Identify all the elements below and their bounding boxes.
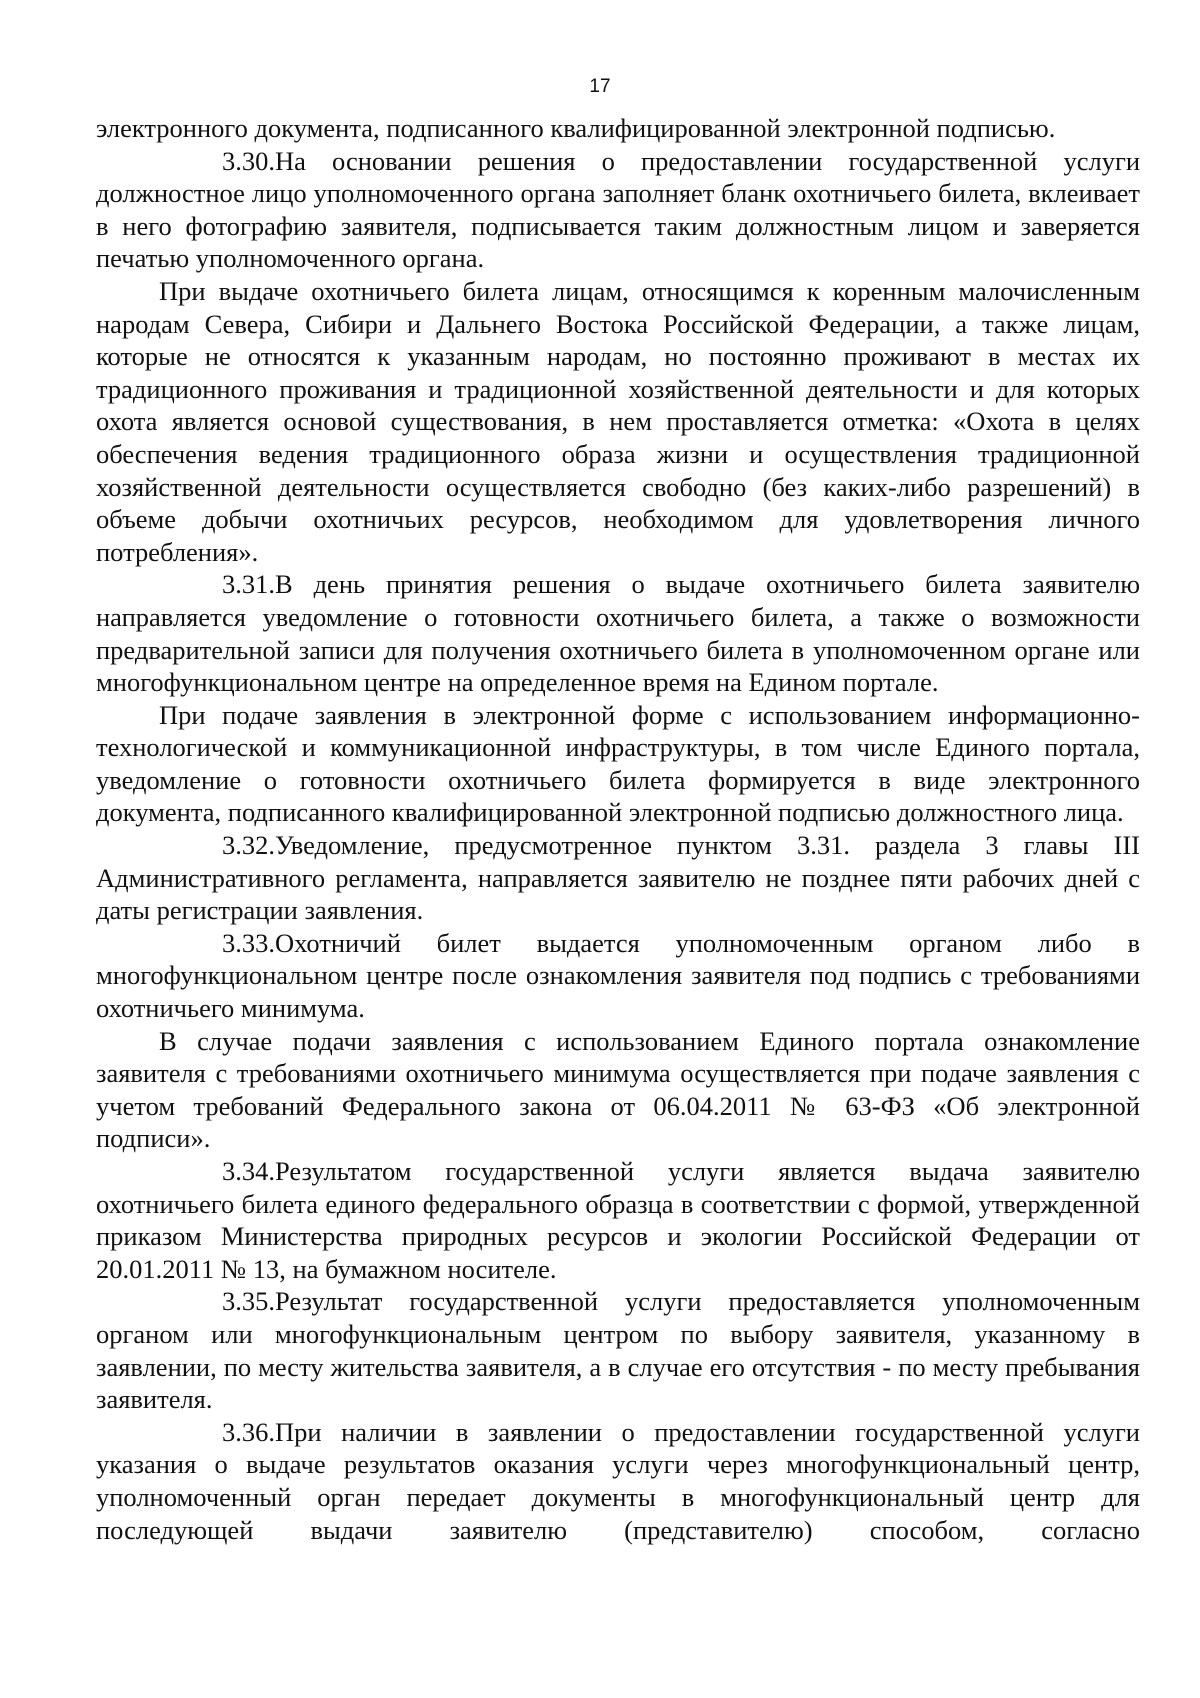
paragraph-text: В день принятия решения о выдаче охотничьего билета заявителю направляется уведомление о готовности охотничьего билета, а также о возможности предварительной записи для получения охотничьего билета в уполномоченном органе или многофункциональном центре на определенное время на Едином портале.: [96, 569, 1140, 698]
clause-number: 3.36.: [222, 1416, 275, 1447]
clause-number: 3.32.: [222, 830, 275, 861]
paragraph-hunting-note: [96, 275, 1140, 568]
paragraph-text: В случае подачи заявления с использованием Единого портала ознакомление заявителя с требованиями охотничьего минимума осуществляется при подаче заявления с учетом требований Федерального закона от 06.04.2011 № 63-ФЗ «Об электронной подписи».: [96, 1025, 1140, 1154]
paragraph-3-33: [96, 927, 1140, 1025]
paragraph-text: На основании решения о предоставлении государственной услуги должностное лицо уполномоченного органа заполняет бланк охотничьего билета, вклеивает в него фотографию заявителя, подписывается таким должностным лицом и заверяется печатью уполномоченного органа.: [96, 145, 1140, 274]
paragraph-3-35: [96, 1285, 1140, 1415]
clause-number: 3.33.: [222, 927, 275, 958]
clause-number: 3.30.: [222, 145, 275, 176]
page-number: 17: [589, 76, 611, 97]
paragraph-3-34: [96, 1155, 1140, 1285]
paragraph-text: При подаче заявления в электронной форме с использованием информационно-технологической и коммуникационной инфраструктуры, в том числе Единого портала, уведомление о готовности охотничьего билета формируется в виде электронного документа, подписанного квалифицированной электронной подписью должностного лица.: [96, 699, 1140, 828]
paragraph-3-32: [96, 829, 1140, 927]
paragraph-text: Результат государственной услуги предоставляется уполномоченным органом или многофункциональным центром по выбору заявителя, указанному в заявлении, по месту жительства заявителя, а в случае его отсутствия - по месту пребывания заявителя.: [96, 1286, 1140, 1415]
paragraph-3-31: [96, 568, 1140, 698]
paragraph-3-30: [96, 145, 1140, 275]
paragraph-text: При наличии в заявлении о предоставлении государственной услуги указания о выдаче результатов оказания услуги через многофункциональный центр, уполномоченный орган передает документы в многофункциональный центр для последующей выдачи заявителю (представителю) способом, согласно: [96, 1416, 1140, 1545]
clause-number: 3.34.: [222, 1156, 275, 1186]
clause-number: 3.31.: [222, 569, 275, 600]
paragraph-text: Уведомление, предусмотренное пунктом 3.31. раздела 3 главы III Административного регламента, направляется заявителю не позднее пяти рабочих дней с даты регистрации заявления.: [96, 830, 1140, 926]
document-body: [96, 112, 1140, 1546]
paragraph-continuation: [96, 112, 1140, 145]
paragraph-text: При выдаче охотничьего билета лицам, относящимся к коренным малочисленным народам Севера, Сибири и Дальнего Востока Российской Федерации, а также лицам, которые не относятся к указанным народам, но постоянно проживают в местах их традиционного проживания и традиционной хозяйственной деятельности и для которых охота является основой существования, в нем проставляется отметка: «Охота в целях обеспечения ведения традиционного образа жизни и осуществления традиционной хозяйственной деятельности осуществляется свободно (без каких-либо разрешений) в объеме добычи охотничьих ресурсов, необходимом для удовлетворения личного потребления».: [96, 275, 1140, 567]
paragraph-text: Охотничий билет выдается уполномоченным органом либо в многофункциональном центре после ознакомления заявителя под подпись с требованиями охотничьего минимума.: [96, 927, 1140, 1024]
clause-number: 3.35.: [222, 1286, 275, 1317]
paragraph-3-36: [96, 1416, 1140, 1546]
paragraph-text: Результатом государственной услуги является выдача заявителю охотничьего билета единого федерального образца в соответствии с формой, утвержденной приказом Министерства природных ресурсов и экологии Российской Федерации от 20.01.2011 № 13, на бумажном носителе.: [96, 1156, 1140, 1284]
paragraph-portal-familiarization: [96, 1025, 1140, 1155]
paragraph-electronic-notification: [96, 699, 1140, 829]
paragraph-text: электронного документа, подписанного квалифицированной электронной подписью.: [96, 113, 1056, 143]
